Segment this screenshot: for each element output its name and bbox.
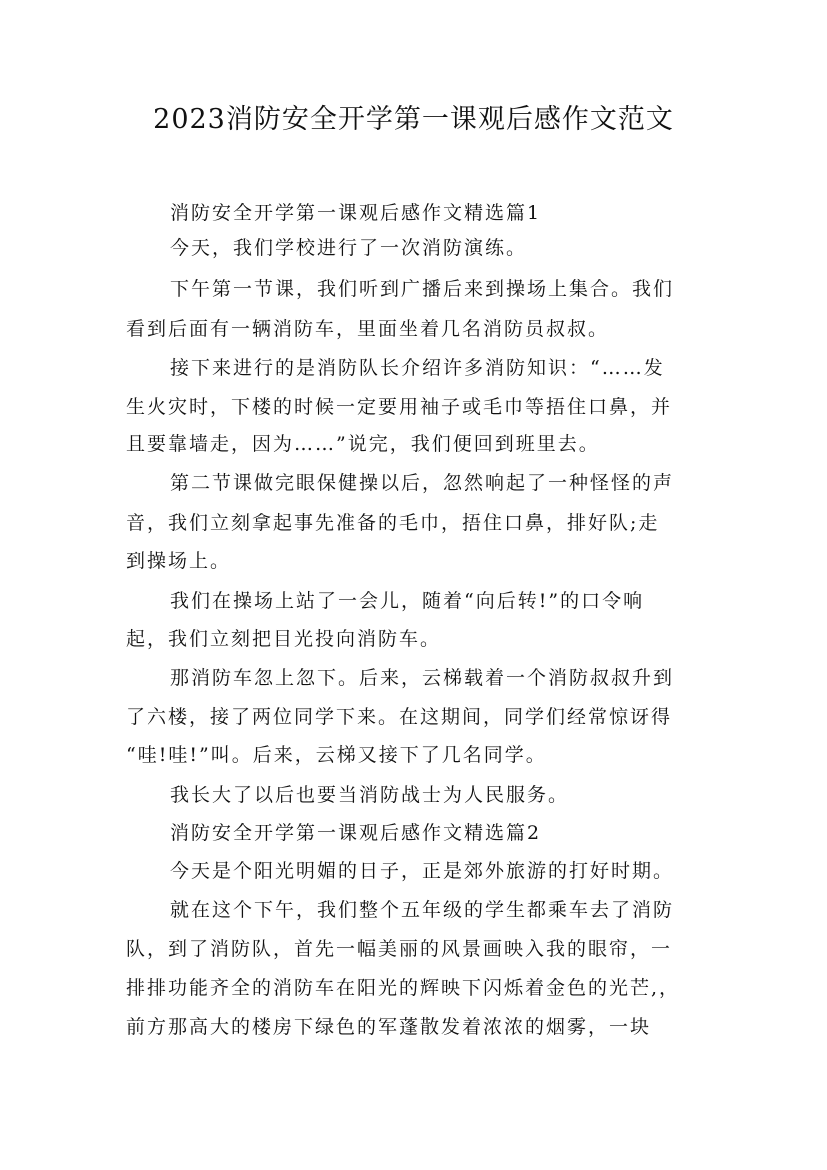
- paragraph-line: 下午第一节课，我们听到广播后来到操场上集合。我们: [170, 278, 675, 300]
- paragraph-line: 那消防车忽上忽下。后来，云梯载着一个消防叔叔升到: [170, 667, 675, 689]
- paragraph-line: 了六楼，接了两位同学下来。在这期间，同学们经常惊讶得: [126, 706, 673, 728]
- paragraph-line: 接下来进行的是消防队长介绍许多消防知识：“……发: [170, 357, 665, 379]
- paragraph-line: 我们在操场上站了一会儿，随着“向后转!”的口令响: [170, 590, 645, 612]
- paragraph-line: 第二节课做完眼保健操以后，忽然响起了一种怪怪的声: [170, 472, 675, 494]
- section-heading: 消防安全开学第一课观后感作文精选篇2: [170, 822, 542, 844]
- paragraph-line: 且要靠墙走，因为……”说完，我们便回到班里去。: [126, 433, 600, 455]
- paragraph-line: 队，到了消防队，首先一幅美丽的风景画映入我的眼帘，一: [126, 938, 673, 960]
- paragraph-line: 今天是个阳光明媚的日子，正是郊外旅游的打好时期。: [170, 860, 675, 882]
- paragraph-line: 音，我们立刻拿起事先准备的毛巾，捂住口鼻，排好队;走: [126, 512, 660, 534]
- paragraph-line: 今天，我们学校进行了一次消防演练。: [170, 237, 528, 259]
- paragraph-line: 看到后面有一辆消防车，里面坐着几名消防员叔叔。: [126, 318, 610, 340]
- paragraph-line: 到操场上。: [126, 550, 232, 572]
- paragraph-line: 我长大了以后也要当消防战士为人民服务。: [170, 784, 570, 806]
- paragraph-line: 就在这个下午，我们整个五年级的学生都乘车去了消防: [170, 899, 675, 921]
- paragraph-line: 生火灾时，下楼的时候一定要用袖子或毛巾等捂住口鼻，并: [126, 396, 673, 418]
- paragraph-line: 起，我们立刻把目光投向消防车。: [126, 628, 442, 650]
- paragraph-line: 前方那高大的楼房下绿色的军蓬散发着浓浓的烟雾，一块: [126, 1016, 652, 1038]
- paragraph-line: “哇!哇!”叫。后来，云梯又接下了几名同学。: [126, 744, 547, 766]
- document-title: 2023消防安全开学第一课观后感作文范文: [153, 104, 674, 135]
- paragraph-line: 排排功能齐全的消防车在阳光的辉映下闪烁着金色的光芒,，: [126, 977, 681, 999]
- section-heading: 消防安全开学第一课观后感作文精选篇1: [170, 202, 542, 224]
